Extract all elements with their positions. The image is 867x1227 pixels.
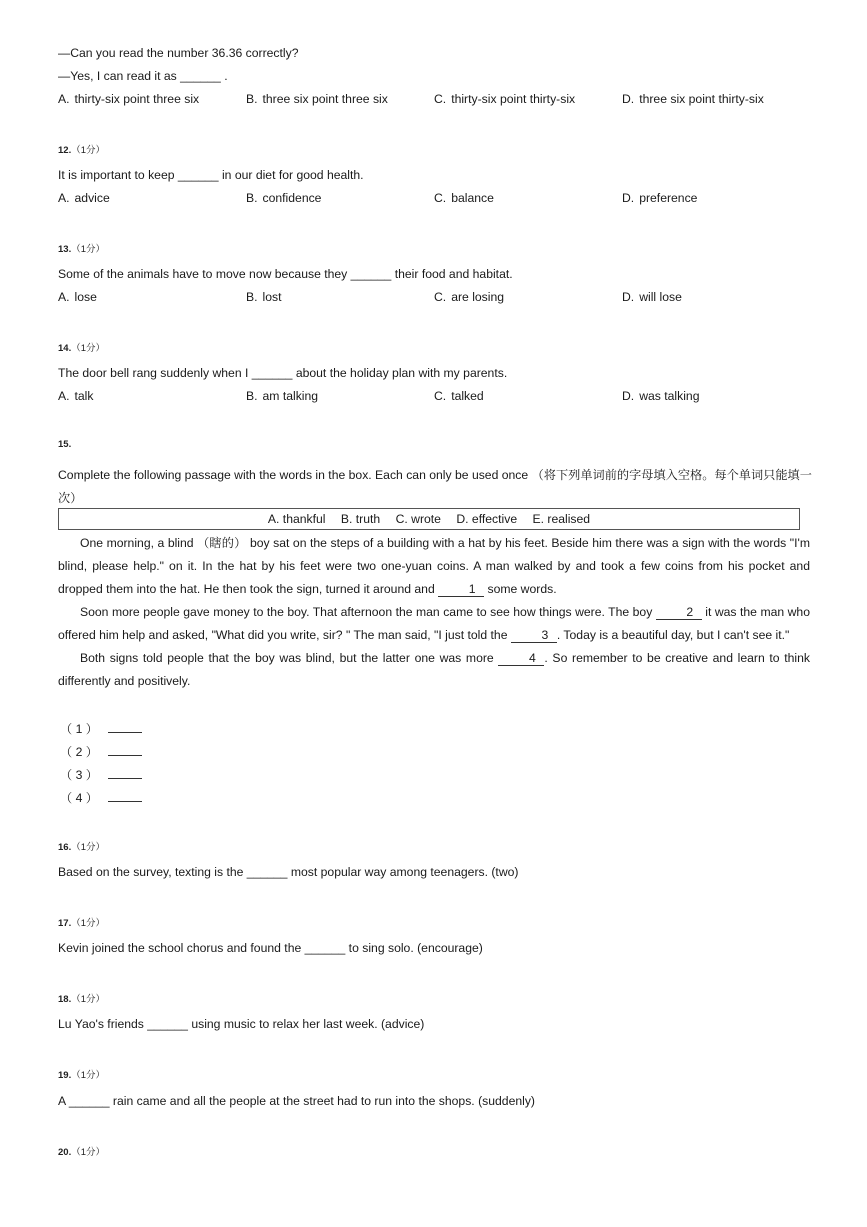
passage-blank-2: 2 xyxy=(656,605,702,620)
q11-option-c[interactable]: C. thirty-six point thirty-six xyxy=(434,92,576,106)
q13-number: 13.（1分） xyxy=(58,244,106,255)
q13-stem: Some of the animals have to move now because they ______ their food and habitat. xyxy=(58,267,513,281)
passage-paragraph-2: Soon more people gave money to the boy. That afternoon the man came to see how things were. The boy 2 it was the man who offered him help and asked, "What did you write, sir? " The man said, "I just told the 3 . Today is a beautiful day, but I can't see it." xyxy=(58,605,810,642)
q18-number: 18.（1分） xyxy=(58,994,106,1005)
word-box xyxy=(58,508,800,530)
word-option: B. truth xyxy=(340,512,381,526)
passage-blank-3: 3 xyxy=(511,628,557,643)
q12-number: 12.（1分） xyxy=(58,145,106,156)
passage-blank-4: 4 xyxy=(498,651,544,666)
q12-option-a[interactable]: A. advice xyxy=(58,191,110,205)
q19-stem: A ______ rain came and all the people at the street had to run into the shops. (suddenly) xyxy=(58,1094,535,1108)
q14-stem: The door bell rang suddenly when I ______ about the holiday plan with my parents. xyxy=(58,366,508,380)
q20-number: 20.（1分） xyxy=(58,1147,106,1158)
q11-option-d[interactable]: D. three six point thirty-six xyxy=(622,92,764,106)
q12-option-b[interactable]: B. confidence xyxy=(246,191,322,205)
q16-stem: Based on the survey, texting is the ______ most popular way among teenagers. (two) xyxy=(58,865,519,879)
q14-number: 14.（1分） xyxy=(58,343,106,354)
passage-blank-1: 1 xyxy=(438,582,484,597)
passage-paragraph-3: Both signs told people that the boy was blind, but the latter one was more 4 . So remember to be creative and learn to think differently and positively. xyxy=(58,651,811,688)
q11-dialog-line1: —Can you read the number 36.36 correctly? xyxy=(58,46,299,60)
q19-number: 19.（1分） xyxy=(58,1070,106,1081)
q12-option-c[interactable]: C. balance xyxy=(434,191,494,205)
word-option: D. effective xyxy=(456,512,518,526)
word-option: A. thankful xyxy=(267,512,326,526)
q13-option-c[interactable]: C. are losing xyxy=(434,290,505,304)
q11-option-b[interactable]: B. three six point three six xyxy=(246,92,388,106)
passage-paragraph-1: One morning, a blind （瞎的） boy sat on the steps of a building with a hat by his feet. Beside him there was a sign with the words "I'm blind, please help." on it. In the hat by his feet were two one-yuan coins. A man walked by and took a few coins from his pocket and dropped them into the hat. He then took the sign, turned it around and 1 some words. xyxy=(58,536,810,596)
q18-stem: Lu Yao's friends ______ using music to relax her last week. (advice) xyxy=(58,1017,425,1031)
q15-instruction-line2: 次） xyxy=(58,491,83,505)
answer-line-3[interactable]: （ 3 ） xyxy=(60,766,142,783)
q11-option-a[interactable]: A. thirty-six point three six xyxy=(58,92,200,106)
q14-option-c[interactable]: C. talked xyxy=(434,389,484,403)
q16-number: 16.（1分） xyxy=(58,842,106,853)
q13-option-d[interactable]: D. will lose xyxy=(622,290,682,304)
q12-stem: It is important to keep ______ in our diet for good health. xyxy=(58,168,364,182)
q17-number: 17.（1分） xyxy=(58,918,106,929)
q15-instruction-line1: Complete the following passage with the words in the box. Each can only be used once （将下列单词前的字母填入空格。每个单词只能填一 xyxy=(58,468,812,482)
answer-line-1[interactable]: （ 1 ） xyxy=(60,720,142,737)
answer-blank[interactable] xyxy=(108,791,142,802)
answer-blank[interactable] xyxy=(108,768,142,779)
q13-option-a[interactable]: A. lose xyxy=(58,290,97,304)
q17-stem: Kevin joined the school chorus and found the ______ to sing solo. (encourage) xyxy=(58,941,483,955)
word-option: C. wrote xyxy=(395,512,441,526)
q14-option-b[interactable]: B. am talking xyxy=(246,389,319,403)
q14-option-d[interactable]: D. was talking xyxy=(622,389,700,403)
word-option: E. realised xyxy=(532,512,591,526)
q14-option-a[interactable]: A. talk xyxy=(58,389,94,403)
answer-blank[interactable] xyxy=(108,745,142,756)
q15-number: 15. xyxy=(58,439,72,450)
answer-blank[interactable] xyxy=(108,722,142,733)
answer-line-4[interactable]: （ 4 ） xyxy=(60,789,142,806)
passage xyxy=(58,532,810,693)
q11-dialog-line2: —Yes, I can read it as ______ . xyxy=(58,69,228,83)
q12-option-d[interactable]: D. preference xyxy=(622,191,698,205)
q13-option-b[interactable]: B. lost xyxy=(246,290,282,304)
answer-line-2[interactable]: （ 2 ） xyxy=(60,743,142,760)
